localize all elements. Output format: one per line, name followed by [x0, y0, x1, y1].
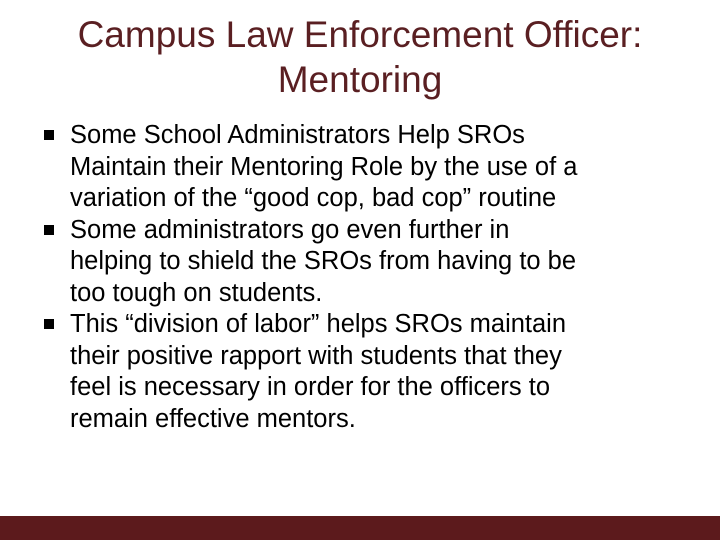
title-line: Mentoring — [277, 59, 443, 100]
bullet-text-line: feel is necessary in order for the officers to — [70, 373, 551, 401]
square-bullet-icon — [44, 130, 54, 140]
footer-bar — [0, 516, 720, 540]
square-bullet-icon — [44, 319, 54, 329]
bullet-item — [44, 215, 684, 310]
bullet-text-line: remain effective mentors. — [70, 404, 356, 433]
bullet-text-line: Some School Administrators Help SROs — [70, 121, 525, 149]
bullet-text-line: variation of the “good cop, bad cop” routine — [70, 184, 557, 212]
bullet-text-line: too tough on students. — [70, 278, 323, 307]
bullet-item — [44, 309, 684, 435]
bullet-item — [44, 120, 684, 215]
bullet-text-line: Maintain their Mentoring Role by the use of a — [70, 152, 578, 181]
bullet-text-line: their positive rapport with students that they — [70, 341, 562, 370]
bullet-text-line: Some administrators go even further in — [70, 215, 510, 244]
title-line: Campus Law Enforcement Officer: — [77, 14, 643, 55]
slide-title — [20, 12, 700, 102]
bullet-list — [44, 120, 684, 435]
bullet-text-line: This “division of labor” helps SROs maintain — [70, 310, 567, 338]
bullet-text-line: helping to shield the SROs from having to be — [70, 247, 577, 275]
square-bullet-icon — [44, 225, 54, 235]
